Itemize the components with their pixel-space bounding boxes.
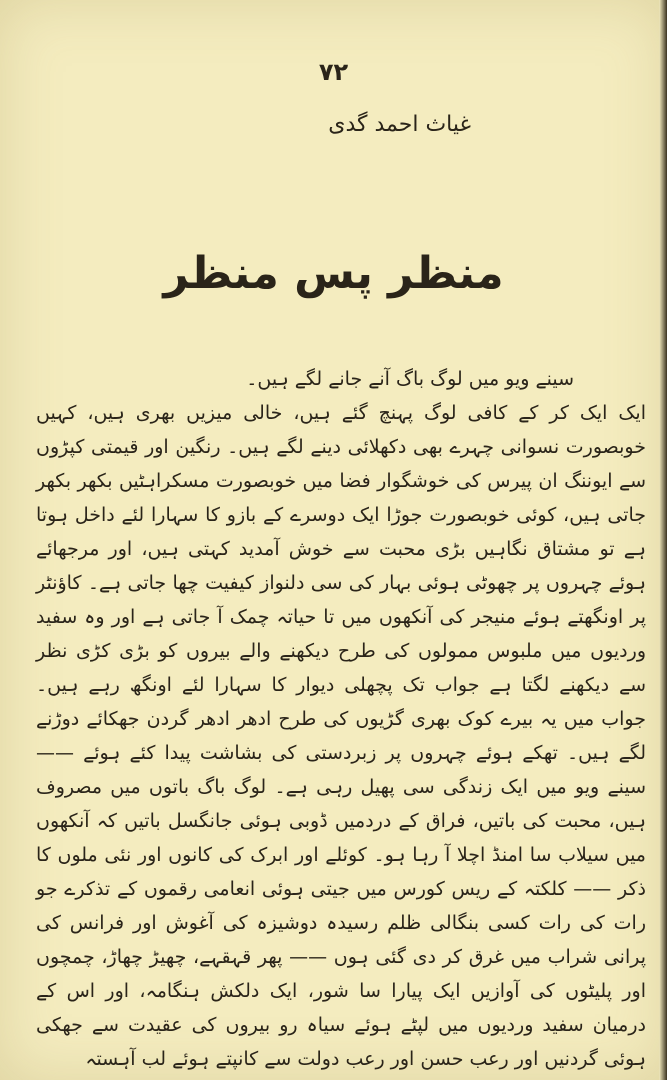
- page-number: ٧٢: [318, 58, 349, 86]
- paragraph: ایک ایک کر کے کافی لوگ پہنچ گئے ہیں، خالی میزیں بھری ہیں، کہیں خوبصورت نسوانی چہرے بھی دکھلائی دینے لگے ہیں۔ رنگین اور قیمتی کپڑوں سے ایوننگ ان پیرس کی خوشگوار فضا میں خوبصورت مسکراہٹیں بکھر بکھر جاتی ہیں، کوئی خوبصورت جوڑا ایک دوسرے کے بازو کا سہارا لئے داخل ہوتا ہے تو مشتاق نگاہیں بڑی محبت سے خوش آمدید کہتی ہیں، اور مرجھائے ہوئے چہروں پر چھوٹی ہوئی بہار کی سی دلنواز کیفیت چھا جاتی ہے۔ کاؤنٹر پر اونگھتے ہوئے منیجر کی آنکھوں میں تا حیاتہ چمک آ جاتی ہے اور وہ سفید وردیوں میں ملبوس ممولوں کی طرح دیکھنے والے بیروں کو بڑی کڑی نظر سے دیکھنے لگتا ہے جواب تک پچھلی دیوار کا سہارا لئے اونگھ رہے ہیں۔ جواب میں یہ بیرے کوک بھری گڑیوں کی طرح ادھر ادھر گردن جھکائے دوڑنے لگے ہیں۔ تھکے ہوئے چہروں پر زبردستی کی بشاشت پیدا کئے ہوئے —— سینے ویو میں ایک زندگی سی پھیل رہی ہے۔ لوگ باگ باتوں میں مصروف ہیں، محبت کی باتیں، فراق کے دردمیں ڈوبی ہوئی جانگسل باتیں کہ آنکھوں میں سیلاب سا امنڈ اچلا آ رہا ہو۔ کوئلے اور ابرک کی کانوں اور نئی ملوں کا ذکر —— کلکتہ کے ریس کورس میں جیتی ہوئی انعامی رقموں کے تذکرے جو رات کی رات کسی بنگالی ظلم رسیدہ دوشیزہ کی آغوش اور فرانس کی پرانی شراب میں غرق کر دی گئی ہوں —— پھر قہقہے، چھیڑ چھاڑ، چمچوں اور پلیٹوں کی آوازیں ایک پیارا سا شور، ایک دلکش ہنگامہ، اور اس کے درمیان سفید وردیوں میں لپٹے ہوئے سیاہ رو بیروں کی عقیدت سے جھکی ہوئی گردنیں اور رعب حسن اور رعب دولت سے کانپتے ہوئے لب آہستہ: [36, 402, 646, 1070]
- paragraph: سینے ویو میں لوگ باگ آنے جانے لگے ہیں۔: [246, 368, 574, 390]
- story-body: [36, 362, 646, 1076]
- story-title: منظر پس منظر: [163, 248, 504, 299]
- page-edge-shadow: [659, 0, 667, 1080]
- author-name: غیاث احمد گدی: [328, 112, 471, 137]
